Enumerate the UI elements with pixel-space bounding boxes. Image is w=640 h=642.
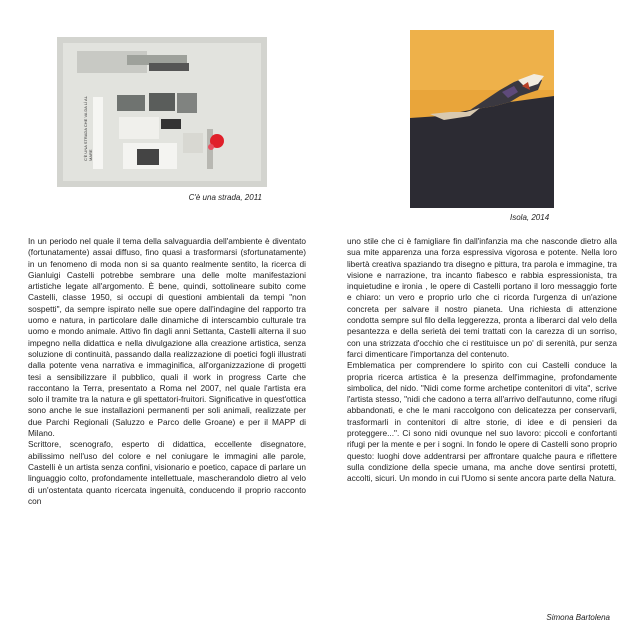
artwork-caption-right: Isola, 2014	[510, 213, 550, 222]
artwork-image-right	[410, 30, 554, 208]
paragraph: uno stile che ci è famigliare fin dall'infanzia ma che nasconde dietro alla sua mite apparenza una forza espressiva vigorosa e potente. Nella loro libertà creativa spaziando tra disegno e pittura, tra parola e immagine, tra visione e narrazione, tra incanto fiabesco e rabbia espressionista, tra inquietudine e ironia , le opere di Castelli portano il loro messaggio forte e chiaro: un vero e proprio urlo che ci ricorda l'urgenza di un'azione concreta per salvare il nostro pianeta. Una richiesta di attenzione condotta sempre sul filo della leggerezza, pronta a liberarci dal velo della pesantezza e della serietà dei temi trattati con la carezza di un sorriso, con una strizzata d'occhio che ci restituisce un po' di serenità, pur senza farci dimenticare l'importanza del contenuto.	[347, 236, 617, 359]
author-signature: Simona Bartolena	[546, 613, 610, 622]
artwork-stamp-text: C'È UNA STRADA CHE VA DA LÌ AL MARE	[83, 96, 93, 161]
artwork-painting-right	[410, 30, 554, 208]
artwork-image-left	[57, 37, 267, 187]
paragraph: Scrittore, scenografo, esperto di didattica, eccellente disegnatore, abilissimo nell'uso del colore e nel coniugare le immagini alle parole, Castelli è un artista senza confini, visionario e poetico, capace di parlare un linguaggio colto, profondamente intellettuale, mascherandolo dietro al velo di un'ostentata quanto ricercata ingenuità, conducendo il proprio racconto con	[28, 439, 306, 506]
paragraph: Emblematica per comprendere lo spirito con cui Castelli conduce la propria ricerca artistica è la presenza dell'immagine, profondamente simbolica, del nido. "Nidi come forme archetipe contenitori di vita", scrive l'artista stesso, "nidi che cadono a terra all'arrivo dell'autunno, come rifugi abbandonati, e che le mani raccolgono con delicatezza per conservarli, trasformarli in contenitori di altre storie, di idee e di pensieri da proteggere...". Ci sono nidi ovunque nel suo lavoro: piccoli e confortanti rifugi per la mente e per i sogni. In fondo le opere di Castelli sono proprio questo: luoghi dove addentrarsi per affrontare qualche paura e riflettere sulla condizione della specie umana, ma anche dove sentirsi protetti, accolti, sicuri. Un mondo in cui l'Uomo si sente ancora parte della Natura.	[347, 360, 617, 484]
artwork-caption-left: C'è una strada, 2011	[188, 193, 262, 202]
text-column-right	[347, 236, 617, 485]
paragraph: In un periodo nel quale il tema della salvaguardia dell'ambiente è diventato (fortunatamente) assai diffuso, fino quasi a trasformarsi (sfortunatamente) in un fenomeno di moda non si sa quanto realmente sentito, la ricerca di Gianluigi Castelli potrebbe sembrare una delle molte manifestazioni artistiche legate all'argomento. È bene, quindi, sottolineare subito come Castelli, classe 1950, si occupi di questioni ambientali da tempi "non sospetti", da sempre ispirato nelle sue opere dall'indagine del rapporto tra uomo e natura, in particolare dalle dinamiche di interscambio culturale tra uomo e mondo animale. Attivo fin dagli anni Settanta, Castelli alterna il suo impegno nella didattica e nella divulgazione alla creazione artistica, senza soluzione di continuità, passando dalla realizzazione di poetici fogli illustrati dalla potente vena narrativa e immaginifica, all'organizzazione di progetti tesi a sensibilizzare il pubblico, quali il work in progress Carte che raccontano la Terra, presentato a Roma nel 2007, nel quale l'artista era solo il tramite tra la natura e gli spettatori-fruitori. Significative in quest'ottica sono anche le sue installazioni permanenti per soli animali, realizzate per due Parchi Regionali (Saluzzo e Parco delle Groane) e per il MAPP di Milano.	[28, 236, 306, 439]
text-column-left	[28, 236, 306, 507]
